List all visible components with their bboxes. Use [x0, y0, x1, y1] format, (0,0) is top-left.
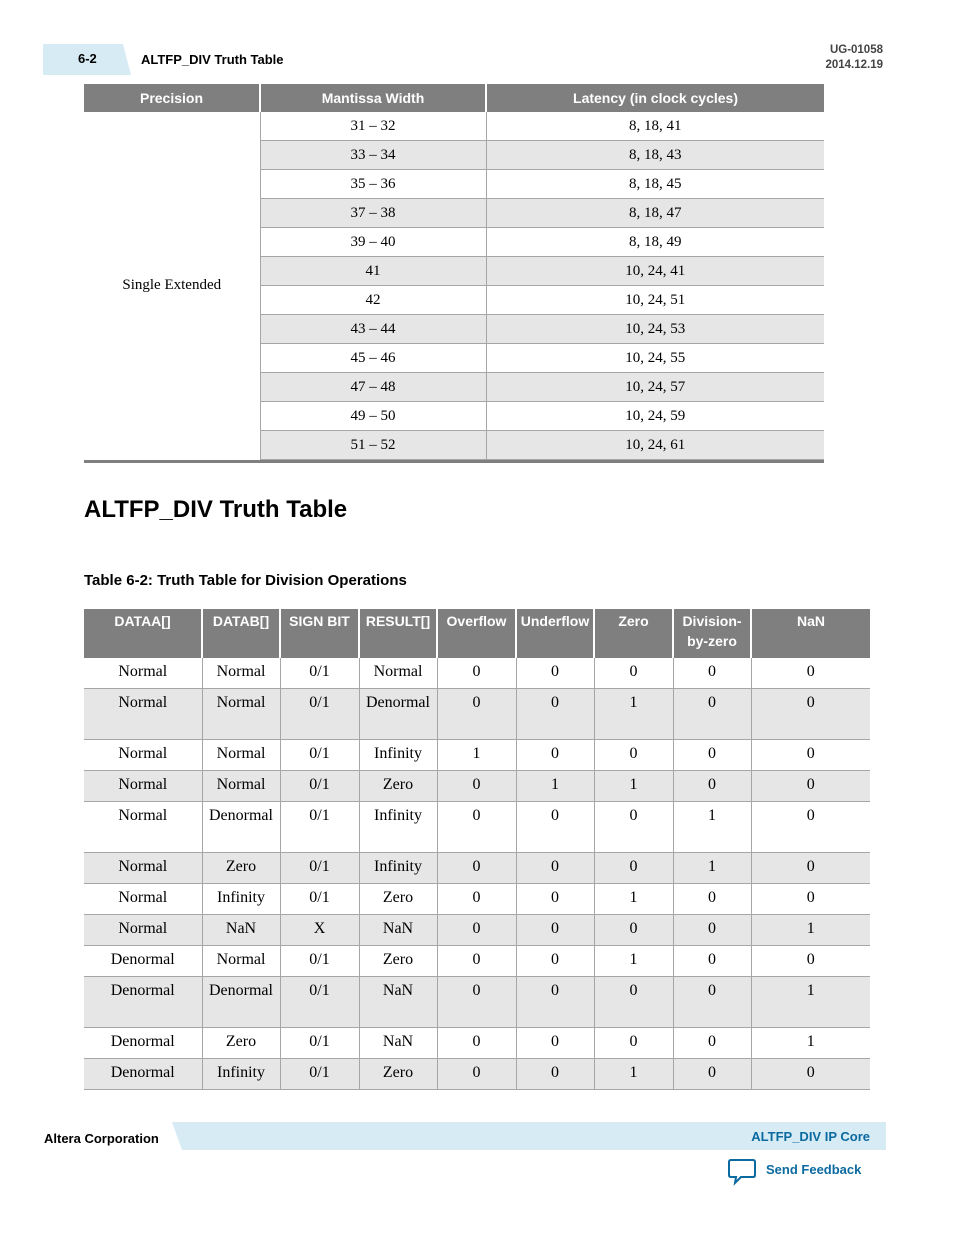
result-cell: Infinity: [359, 853, 437, 884]
column-header-dataa: DATAA[]: [84, 609, 202, 658]
underflow-cell: 0: [516, 853, 594, 884]
table-bottom-rule: [84, 460, 824, 463]
dataa-cell: Denormal: [84, 946, 202, 977]
column-header-sign-bit: SIGN BIT: [280, 609, 359, 658]
datab-cell: Normal: [202, 658, 280, 689]
sign-bit-cell: 0/1: [280, 802, 359, 853]
sign-bit-cell: 0/1: [280, 977, 359, 1028]
division-by-zero-cell: 1: [673, 802, 751, 853]
dataa-cell: Denormal: [84, 1028, 202, 1059]
mantissa-width-cell: 31 – 32: [260, 112, 486, 141]
column-header-mantissa-width: Mantissa Width: [260, 84, 486, 112]
zero-cell: 1: [594, 689, 673, 740]
table-row: [84, 884, 870, 915]
latency-cell: 10, 24, 57: [486, 373, 824, 402]
datab-cell: Normal: [202, 740, 280, 771]
table-row: [84, 658, 870, 689]
datab-cell: Infinity: [202, 884, 280, 915]
table-row: [84, 946, 870, 977]
document-id: UG-01058: [829, 44, 883, 56]
dataa-cell: Denormal: [84, 977, 202, 1028]
overflow-cell: 0: [437, 1059, 516, 1090]
underflow-cell: 0: [516, 1028, 594, 1059]
sign-bit-cell: 0/1: [280, 771, 359, 802]
table-row: [84, 740, 870, 771]
division-by-zero-cell: 0: [673, 771, 751, 802]
result-cell: Zero: [359, 884, 437, 915]
running-header-title: ALTFP_DIV Truth Table: [141, 52, 284, 67]
underflow-cell: 0: [516, 946, 594, 977]
underflow-cell: 0: [516, 1059, 594, 1090]
division-by-zero-cell: 0: [673, 977, 751, 1028]
result-cell: NaN: [359, 915, 437, 946]
nan-cell: 1: [751, 915, 870, 946]
dataa-cell: Normal: [84, 853, 202, 884]
truth-table: [84, 609, 870, 1090]
sign-bit-cell: 0/1: [280, 946, 359, 977]
datab-cell: Normal: [202, 771, 280, 802]
latency-cell: 10, 24, 51: [486, 286, 824, 315]
nan-cell: 1: [751, 977, 870, 1028]
overflow-cell: 0: [437, 802, 516, 853]
underflow-cell: 0: [516, 884, 594, 915]
nan-cell: 1: [751, 1028, 870, 1059]
underflow-cell: 0: [516, 977, 594, 1028]
table-row: [84, 112, 824, 141]
division-by-zero-cell: 0: [673, 740, 751, 771]
send-feedback-link[interactable]: [727, 1158, 861, 1186]
datab-cell: Denormal: [202, 802, 280, 853]
nan-cell: 0: [751, 802, 870, 853]
datab-cell: Denormal: [202, 977, 280, 1028]
column-header-underflow: Underflow: [516, 609, 594, 658]
division-by-zero-cell: 0: [673, 689, 751, 740]
overflow-cell: 0: [437, 977, 516, 1028]
zero-cell: 1: [594, 1059, 673, 1090]
zero-cell: 0: [594, 658, 673, 689]
dataa-cell: Normal: [84, 689, 202, 740]
mantissa-width-cell: 41: [260, 257, 486, 286]
mantissa-width-cell: 43 – 44: [260, 315, 486, 344]
result-cell: NaN: [359, 1028, 437, 1059]
column-header-precision: Precision: [84, 84, 260, 112]
mantissa-width-cell: 45 – 46: [260, 344, 486, 373]
overflow-cell: 0: [437, 915, 516, 946]
document-id-block: [825, 43, 883, 73]
sign-bit-cell: 0/1: [280, 740, 359, 771]
underflow-cell: 1: [516, 771, 594, 802]
dataa-cell: Normal: [84, 658, 202, 689]
column-header-datab: DATAB[]: [202, 609, 280, 658]
nan-cell: 0: [751, 946, 870, 977]
underflow-cell: 0: [516, 740, 594, 771]
zero-cell: 0: [594, 853, 673, 884]
result-cell: Zero: [359, 1059, 437, 1090]
section-heading: ALTFP_DIV Truth Table: [84, 496, 348, 523]
division-by-zero-cell: 0: [673, 658, 751, 689]
zero-cell: 0: [594, 1028, 673, 1059]
nan-cell: 0: [751, 689, 870, 740]
overflow-cell: 0: [437, 771, 516, 802]
dataa-cell: Normal: [84, 740, 202, 771]
overflow-cell: 0: [437, 658, 516, 689]
overflow-cell: 0: [437, 884, 516, 915]
sign-bit-cell: 0/1: [280, 884, 359, 915]
latency-cell: 10, 24, 55: [486, 344, 824, 373]
sign-bit-cell: X: [280, 915, 359, 946]
footer-company: Altera Corporation: [44, 1131, 159, 1146]
mantissa-width-cell: 35 – 36: [260, 170, 486, 199]
dataa-cell: Normal: [84, 884, 202, 915]
table-caption: Table 6-2: Truth Table for Division Operations: [84, 572, 407, 589]
zero-cell: 1: [594, 771, 673, 802]
page-number: 6-2: [78, 51, 97, 66]
table-row: [84, 771, 870, 802]
division-by-zero-cell: 0: [673, 915, 751, 946]
nan-cell: 0: [751, 740, 870, 771]
division-by-zero-cell: 0: [673, 1059, 751, 1090]
column-header-nan: NaN: [751, 609, 870, 658]
result-cell: Normal: [359, 658, 437, 689]
mantissa-width-cell: 37 – 38: [260, 199, 486, 228]
mantissa-width-cell: 42: [260, 286, 486, 315]
overflow-cell: 0: [437, 946, 516, 977]
result-cell: Zero: [359, 946, 437, 977]
dataa-cell: Normal: [84, 771, 202, 802]
send-feedback-label: Send Feedback: [766, 1161, 862, 1177]
division-by-zero-cell: 0: [673, 884, 751, 915]
zero-cell: 0: [594, 977, 673, 1028]
overflow-cell: 0: [437, 689, 516, 740]
table-row: [84, 977, 870, 1028]
zero-cell: 1: [594, 946, 673, 977]
mantissa-width-cell: 33 – 34: [260, 141, 486, 170]
column-header-latency: Latency (in clock cycles): [486, 84, 824, 112]
overflow-cell: 1: [437, 740, 516, 771]
latency-cell: 8, 18, 47: [486, 199, 824, 228]
datab-cell: Normal: [202, 689, 280, 740]
division-by-zero-cell: 0: [673, 946, 751, 977]
sign-bit-cell: 0/1: [280, 689, 359, 740]
sign-bit-cell: 0/1: [280, 658, 359, 689]
footer-product-link[interactable]: ALTFP_DIV IP Core: [751, 1129, 870, 1144]
table-row: [84, 689, 870, 740]
dataa-cell: Normal: [84, 802, 202, 853]
result-cell: NaN: [359, 977, 437, 1028]
table-row: [84, 1028, 870, 1059]
latency-cell: 8, 18, 45: [486, 170, 824, 199]
column-header-overflow: Overflow: [437, 609, 516, 658]
zero-cell: 0: [594, 915, 673, 946]
overflow-cell: 0: [437, 853, 516, 884]
underflow-cell: 0: [516, 915, 594, 946]
sign-bit-cell: 0/1: [280, 1059, 359, 1090]
underflow-cell: 0: [516, 802, 594, 853]
division-by-zero-cell: 1: [673, 853, 751, 884]
latency-cell: 8, 18, 41: [486, 112, 824, 141]
zero-cell: 1: [594, 884, 673, 915]
latency-cell: 10, 24, 53: [486, 315, 824, 344]
overflow-cell: 0: [437, 1028, 516, 1059]
table-row: [84, 853, 870, 884]
latency-table: [84, 84, 824, 460]
latency-table-header: [84, 84, 824, 112]
result-cell: Zero: [359, 771, 437, 802]
result-cell: Denormal: [359, 689, 437, 740]
datab-cell: Normal: [202, 946, 280, 977]
datab-cell: Infinity: [202, 1059, 280, 1090]
table-row: [84, 915, 870, 946]
precision-cell: Single Extended: [122, 277, 222, 294]
datab-cell: Zero: [202, 853, 280, 884]
latency-cell: 10, 24, 41: [486, 257, 824, 286]
column-header-result: RESULT[]: [359, 609, 437, 658]
nan-cell: 0: [751, 1059, 870, 1090]
mantissa-width-cell: 51 – 52: [260, 431, 486, 460]
nan-cell: 0: [751, 884, 870, 915]
table-row: [84, 1059, 870, 1090]
truth-table-header: [84, 609, 870, 658]
dataa-cell: Denormal: [84, 1059, 202, 1090]
nan-cell: 0: [751, 658, 870, 689]
column-header-division-by-zero: Division-by-zero: [673, 609, 751, 658]
dataa-cell: Normal: [84, 915, 202, 946]
mantissa-width-cell: 39 – 40: [260, 228, 486, 257]
table-row: [84, 802, 870, 853]
result-cell: Infinity: [359, 802, 437, 853]
mantissa-width-cell: 47 – 48: [260, 373, 486, 402]
zero-cell: 0: [594, 802, 673, 853]
latency-cell: 10, 24, 61: [486, 431, 824, 460]
underflow-cell: 0: [516, 689, 594, 740]
underflow-cell: 0: [516, 658, 594, 689]
result-cell: Infinity: [359, 740, 437, 771]
document-date: 2014.12.19: [825, 59, 883, 71]
nan-cell: 0: [751, 771, 870, 802]
latency-cell: 8, 18, 49: [486, 228, 824, 257]
sign-bit-cell: 0/1: [280, 853, 359, 884]
zero-cell: 0: [594, 740, 673, 771]
datab-cell: NaN: [202, 915, 280, 946]
speech-bubble-icon: [727, 1158, 757, 1186]
latency-cell: 8, 18, 43: [486, 141, 824, 170]
division-by-zero-cell: 0: [673, 1028, 751, 1059]
latency-cell: 10, 24, 59: [486, 402, 824, 431]
mantissa-width-cell: 49 – 50: [260, 402, 486, 431]
datab-cell: Zero: [202, 1028, 280, 1059]
nan-cell: 0: [751, 853, 870, 884]
column-header-zero: Zero: [594, 609, 673, 658]
sign-bit-cell: 0/1: [280, 1028, 359, 1059]
